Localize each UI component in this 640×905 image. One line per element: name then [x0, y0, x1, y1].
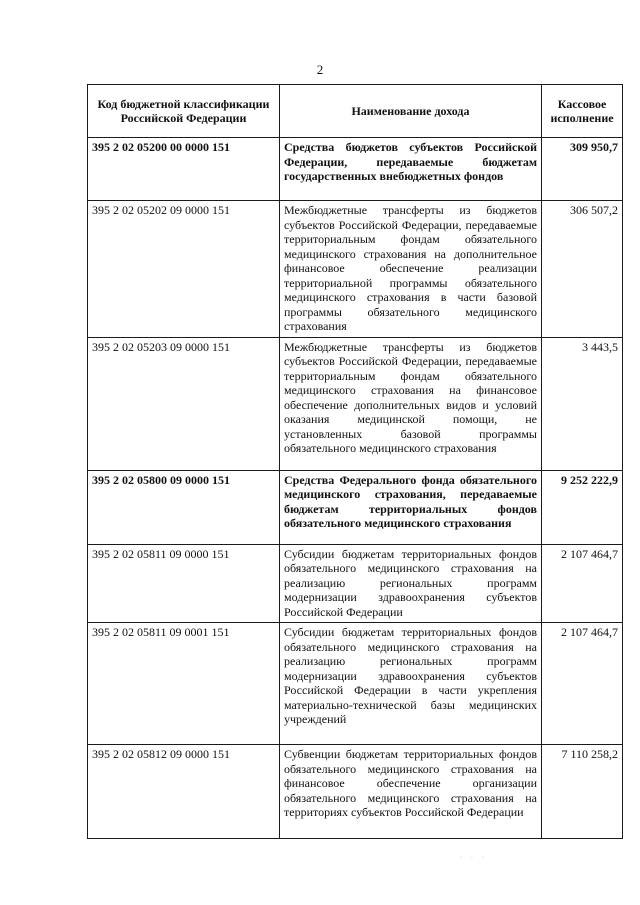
row-code: 395 2 02 05800 09 0000 151 [88, 470, 280, 544]
row-amount: 306 507,2 [542, 201, 623, 338]
row-code: 395 2 02 05203 09 0000 151 [88, 337, 280, 470]
row-code: 395 2 02 05812 09 0000 151 [88, 745, 280, 839]
table-row [88, 470, 623, 544]
header-name: Наименование дохода [280, 85, 542, 138]
revenue-table [87, 84, 623, 839]
table-row [88, 201, 623, 338]
row-code: 395 2 02 05811 09 0001 151 [88, 623, 280, 745]
row-name: Межбюджетные трансферты из бюджетов субъектов Российской Федерации, передаваемые территориальным фондам обязательного медицинского страхования на финансовое обеспечение дополнительных видов и условий оказания медицинской помощи, не установленных базовой программы обязательного медицинского страхования [280, 337, 542, 470]
row-name: Средства Федерального фонда обязательного медицинского страхования, передаваемые бюджетам территориальных фондов обязательного медицинского страхования [280, 470, 542, 544]
table-row [88, 623, 623, 745]
table-row [88, 544, 623, 623]
row-name: Субвенции бюджетам территориальных фондов обязательного медицинского страхования на финансовое обеспечение организации обязательного медицинского страхования на территориях субъектов Российской Федерации [280, 745, 542, 839]
table-row [88, 745, 623, 839]
header-amount: Кассовое исполнение [542, 85, 623, 138]
header-code: Код бюджетной классификации Российской Федерации [88, 85, 280, 138]
page-number: 2 [316, 62, 324, 77]
scan-mark-decoration: · · · [460, 853, 487, 862]
row-code: 395 2 02 05200 00 0000 151 [88, 138, 280, 201]
row-name: Субсидии бюджетам территориальных фондов обязательного медицинского страхования на реализацию региональных программ модернизации здравоохранения субъектов Российской Федерации [280, 544, 542, 623]
row-amount: 9 252 222,9 [542, 470, 623, 544]
table-row [88, 337, 623, 470]
row-code: 395 2 02 05202 09 0000 151 [88, 201, 280, 338]
row-amount: 2 107 464,7 [542, 623, 623, 745]
row-amount: 3 443,5 [542, 337, 623, 470]
row-amount: 2 107 464,7 [542, 544, 623, 623]
table-row [88, 138, 623, 201]
row-amount: 7 110 258,2 [542, 745, 623, 839]
row-code: 395 2 02 05811 09 0000 151 [88, 544, 280, 623]
row-name: Межбюджетные трансферты из бюджетов субъектов Российской Федерации, передаваемые территориальным фондам обязательного медицинского страхования на дополнительное финансовое обеспечение реализации территориальной программы обязательного медицинского страхования в части базовой программы обязательного медицинского страхования [280, 201, 542, 338]
table-header-row [88, 85, 623, 138]
row-amount: 309 950,7 [542, 138, 623, 201]
row-name: Субсидии бюджетам территориальных фондов обязательного медицинского страхования на реализацию региональных программ модернизации здравоохранения субъектов Российской Федерации в части укрепления материально-технической базы медицинских учреждений [280, 623, 542, 745]
row-name: Средства бюджетов субъектов Российской Федерации, передаваемые бюджетам государственных внебюджетных фондов [280, 138, 542, 201]
